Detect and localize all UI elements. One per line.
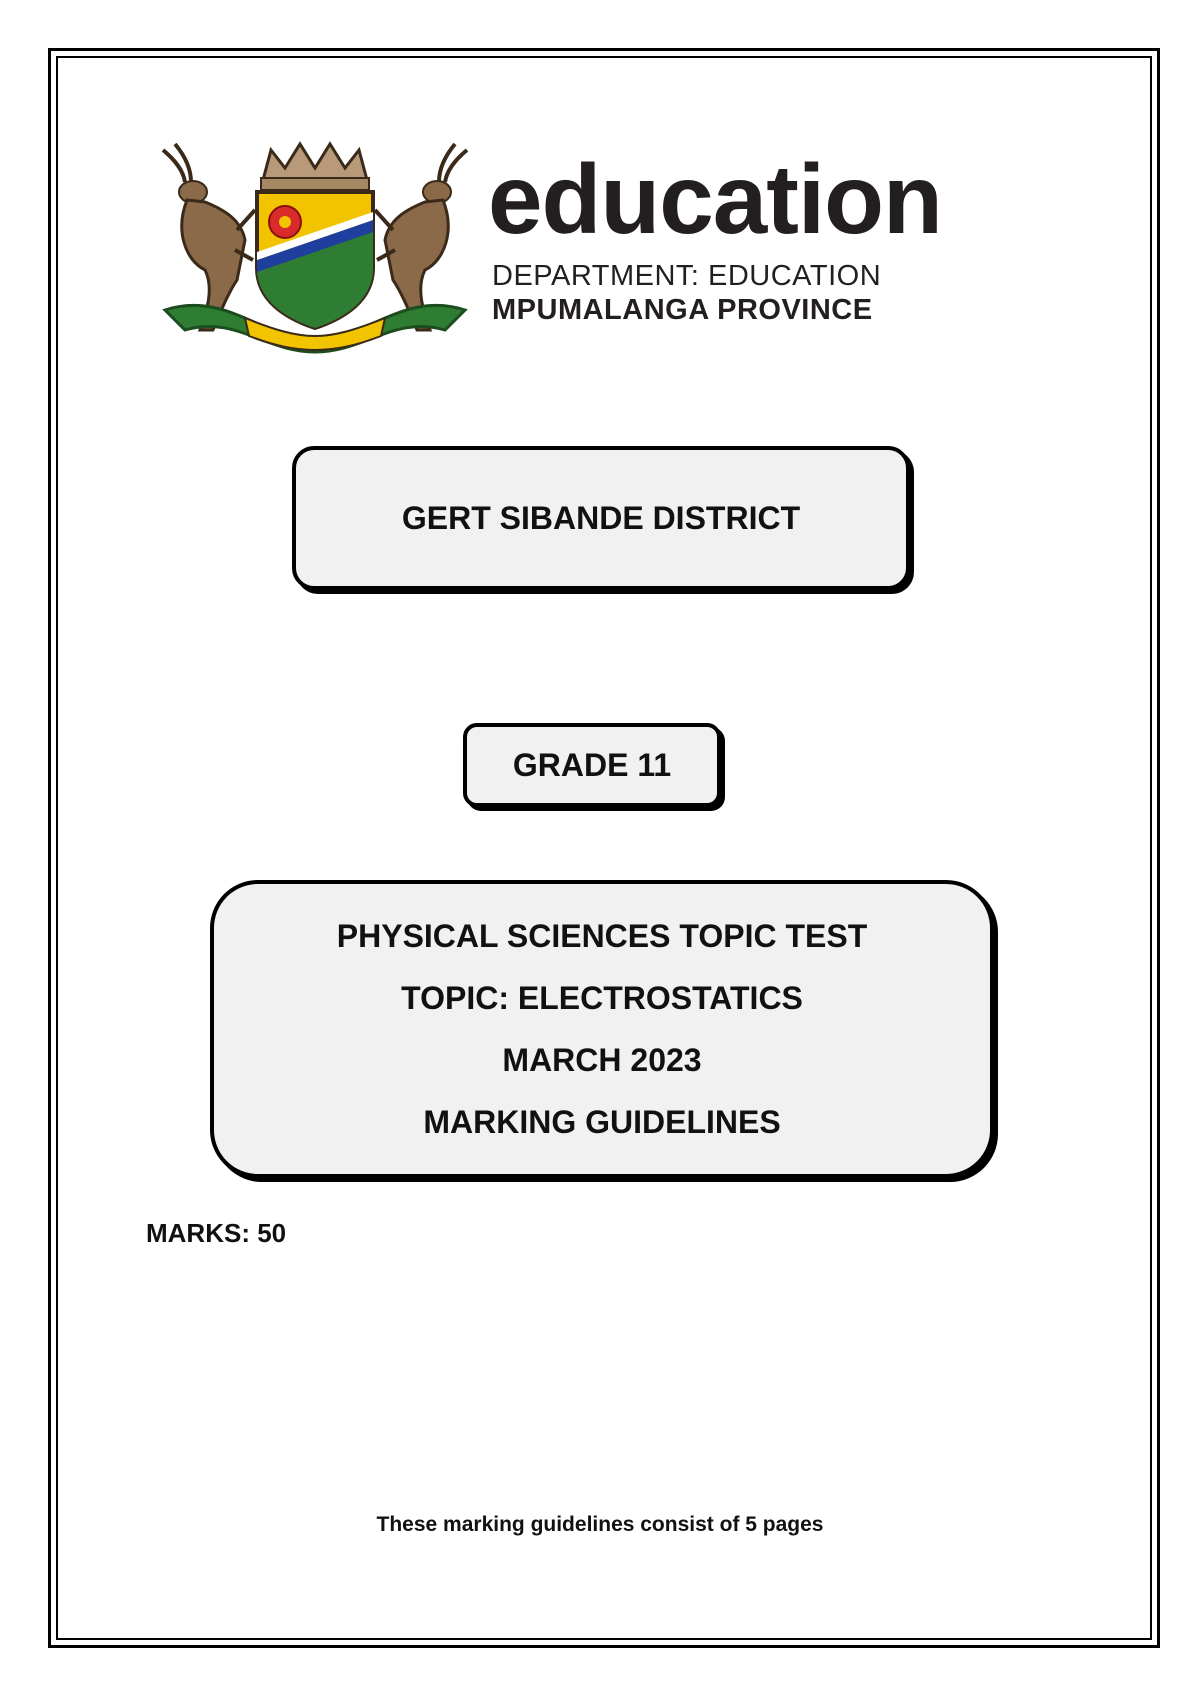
page-count-note: These marking guidelines consist of 5 pages — [376, 1513, 824, 1536]
topic-title: TOPIC: ELECTROSTATICS — [401, 980, 803, 1016]
left-antelope-icon — [163, 144, 255, 330]
subject-title: PHYSICAL SCIENCES TOPIC TEST — [336, 918, 868, 954]
district-title: GERT SIBANDE DISTRICT — [401, 499, 801, 536]
department-label: DEPARTMENT: EDUCATION — [492, 260, 882, 292]
coat-of-arms-logo — [145, 140, 485, 355]
marks-label: MARKS: 50 — [146, 1218, 287, 1248]
brand-wordmark: education — [488, 144, 942, 254]
document-type-title: MARKING GUIDELINES — [423, 1104, 781, 1140]
date-title: MARCH 2023 — [502, 1042, 702, 1078]
shield-icon — [257, 192, 373, 328]
district-box — [292, 446, 910, 590]
topic-box — [210, 880, 994, 1178]
grade-box — [463, 723, 721, 807]
right-antelope-icon — [375, 144, 467, 330]
province-label: MPUMALANGA PROVINCE — [492, 294, 873, 326]
grade-title: GRADE 11 — [512, 746, 672, 783]
crown-icon — [261, 144, 369, 190]
